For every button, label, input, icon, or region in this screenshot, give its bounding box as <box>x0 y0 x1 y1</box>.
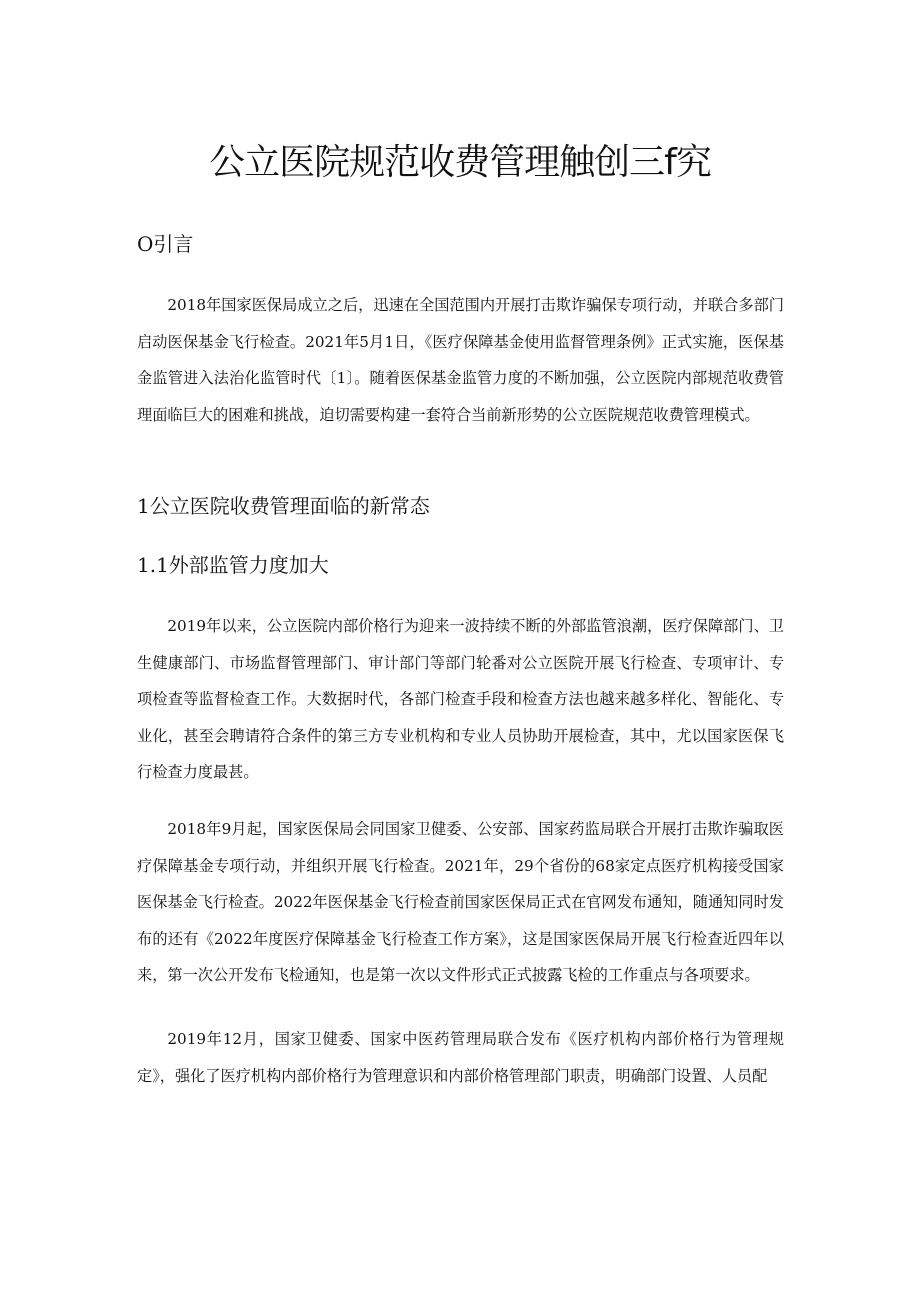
introduction-paragraph: 2018年国家医保局成立之后，迅速在全国范围内开展打击欺诈骗保专项行动，并联合多部门启动医保基金飞行检查。2021年5月1日，《医疗保障基金使用监督管理条例》正式实施，医保基金监管进入法治化监管时代〔1〕。随着医保基金监管力度的不断加强，公立医院内部规范收费管理面临巨大的困难和挑战，迫切需要构建一套符合当前新形势的公立医院规范收费管理模式。 <box>137 296 784 424</box>
body-paragraph-2018-flight-inspection: 2018年9月起，国家医保局会同国家卫健委、公安部、国家药监局联合开展打击欺诈骗取医疗保障基金专项行动，并组织开展飞行检查。2021年，29个省份的68家定点医疗机构接受国家医保基金飞行检查。2022年医保基金飞行检查前国家医保局正式在官网发布通知，随通知同时发布的还有《2022年度医疗保障基金飞行检查工作方案》，这是国家医保局开展飞行检查近四年以来，第一次公开发布飞检通知，也是第一次以文件形式正式披露飞检的工作重点与各项要求。 <box>137 820 784 984</box>
section-heading-introduction: O引言 <box>137 232 194 256</box>
document-title: 公立医院规范收费管理触创三f究 <box>209 142 711 183</box>
subsection-heading-external-supervision: 1.1外部监管力度加大 <box>137 553 329 577</box>
body-paragraph-2019-price-regulation: 2019年12月，国家卫健委、国家中医药管理局联合发布《医疗机构内部价格行为管理规定》，强化了医疗机构内部价格行为管理意识和内部价格管理部门职责，明确部门设置、人员配 <box>137 1030 784 1085</box>
section-heading-new-normal: 1公立医院收费管理面临的新常态 <box>137 494 430 518</box>
body-paragraph-2019-supervision: 2019年以来，公立医院内部价格行为迎来一波持续不断的外部监管浪潮，医疗保障部门、卫生健康部门、市场监督管理部门、审计部门等部门轮番对公立医院开展飞行检查、专项审计、专项检查等监督检查工作。大数据时代，各部门检查手段和检查方法也越来越多样化、智能化、专业化，甚至会聘请符合条件的第三方专业机构和专业人员协助开展检查，其中，尤以国家医保飞行检查力度最甚。 <box>137 617 784 781</box>
